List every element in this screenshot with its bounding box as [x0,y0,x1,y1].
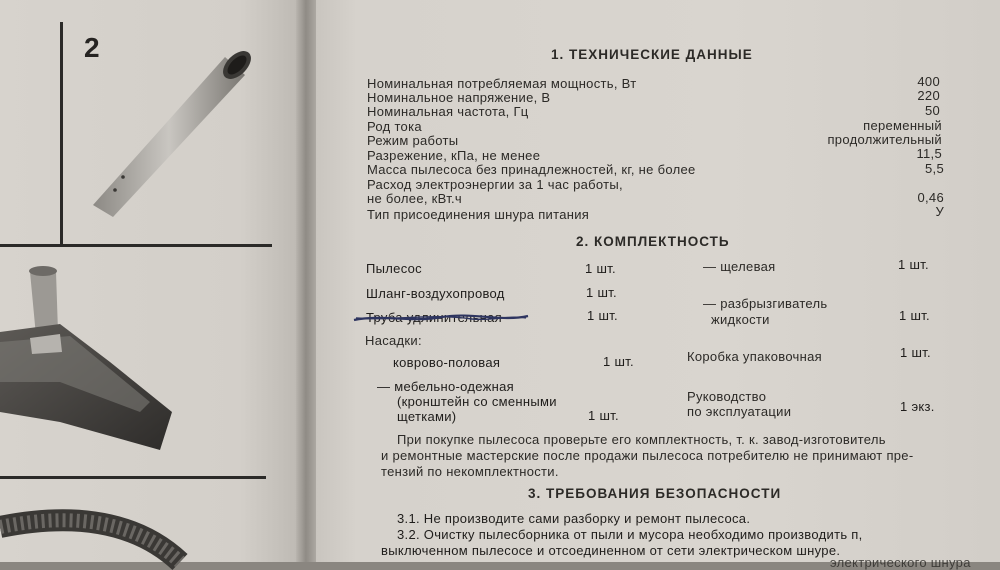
spec-label: Номинальное напряжение, В [367,90,551,105]
figure-divider-horizontal-2 [0,476,266,479]
attachment-name-line: щетками) [397,409,457,424]
kit-item-name-line: — разбрызгиватель [703,296,828,311]
spec-label: Режим работы [367,133,459,148]
spec-label: Номинальная потребляемая мощность, Вт [367,76,637,91]
pen-strikethrough [352,311,530,325]
spec-label: Тип присоединения шнура питания [367,207,590,222]
attachment-name-line: — мебельно-одежная [377,379,514,394]
spec-label: Род тока [367,119,422,134]
safety-line-cut: электрического шнура [830,555,971,570]
note-line: и ремонтные мастерские после продажи пылесоса потребителю не принимают пре- [381,448,914,463]
figure-divider-horizontal-1 [0,244,272,247]
spec-value: продолжительный [827,132,942,147]
spec-label: Расход электроэнергии за 1 час работы, [367,177,623,192]
kit-item-name: Пылесос [366,261,422,276]
spec-value: переменный [863,118,942,133]
section2-title: 2. КОМПЛЕКТНОСТЬ [576,234,730,249]
hose-illustration [0,505,200,562]
spec-label: Номинальная частота, Гц [367,104,529,119]
kit-item-name-line: Коробка упаковочная [687,349,822,364]
attachment-name-line: (кронштейн со сменными [397,394,557,409]
kit-item-name-line: Руководство [687,389,767,404]
spec-value: 0,46 [917,190,944,205]
kit-item-name-line: — щелевая [703,259,776,274]
kit-item-name-line: по эксплуатации [687,404,792,419]
spec-label: Масса пылесоса без принадлежностей, кг, не более [367,162,696,177]
attachment-qty: 1 шт. [588,408,619,423]
note-line: тензий по некомплектности. [381,464,559,479]
kit-item-qty: 1 шт. [898,257,929,272]
spec-value: 5,5 [925,161,944,176]
kit-item-qty: 1 шт. [899,308,930,323]
section1-title: 1. ТЕХНИЧЕСКИЕ ДАННЫЕ [551,47,753,62]
spec-value: У [935,204,944,219]
kit-item-qty: 1 шт. [585,261,616,276]
spec-label: не более, кВт.ч [367,191,463,206]
kit-item-qty: 1 шт. [586,285,617,300]
safety-line: 3.2. Очистку пылесборника от пыли и мусора необходимо производить п, [397,527,863,542]
floor-nozzle-illustration [0,262,180,462]
note-line: При покупке пылесоса проверьте его комплектность, т. к. завод-изготовитель [397,432,886,447]
crevice-nozzle-illustration [85,45,265,225]
kit-item-name: Шланг-воздухопровод [366,286,505,301]
section3-title: 3. ТРЕБОВАНИЯ БЕЗОПАСНОСТИ [528,486,782,501]
spec-value: 400 [917,74,940,89]
figure-divider-vertical [60,22,63,247]
spec-value: 11,5 [916,146,942,161]
attachment-qty: 1 шт. [603,354,634,369]
safety-line: 3.1. Не производите сами разборку и ремонт пылесоса. [397,511,751,526]
kit-item-qty: 1 экз. [900,399,935,414]
spec-value: 220 [917,88,940,103]
kit-item-qty: 1 шт. [900,345,931,360]
figure-number: 2 [84,32,100,63]
book-gutter [296,0,318,562]
attachment-name: коврово-половая [393,355,501,370]
left-page [0,0,300,562]
attachments-label: Насадки: [365,333,422,348]
spec-value: 50 [924,103,940,118]
safety-line: выключенном пылесосе и отсоединенном от сети электрическом шнуре. [381,543,841,558]
spec-label: Разрежение, кПа, не менее [367,148,541,163]
kit-item-qty: 1 шт. [587,308,618,323]
kit-item-name-line: жидкости [711,312,770,327]
kit-item-name: Труба удлинительная [366,310,502,325]
